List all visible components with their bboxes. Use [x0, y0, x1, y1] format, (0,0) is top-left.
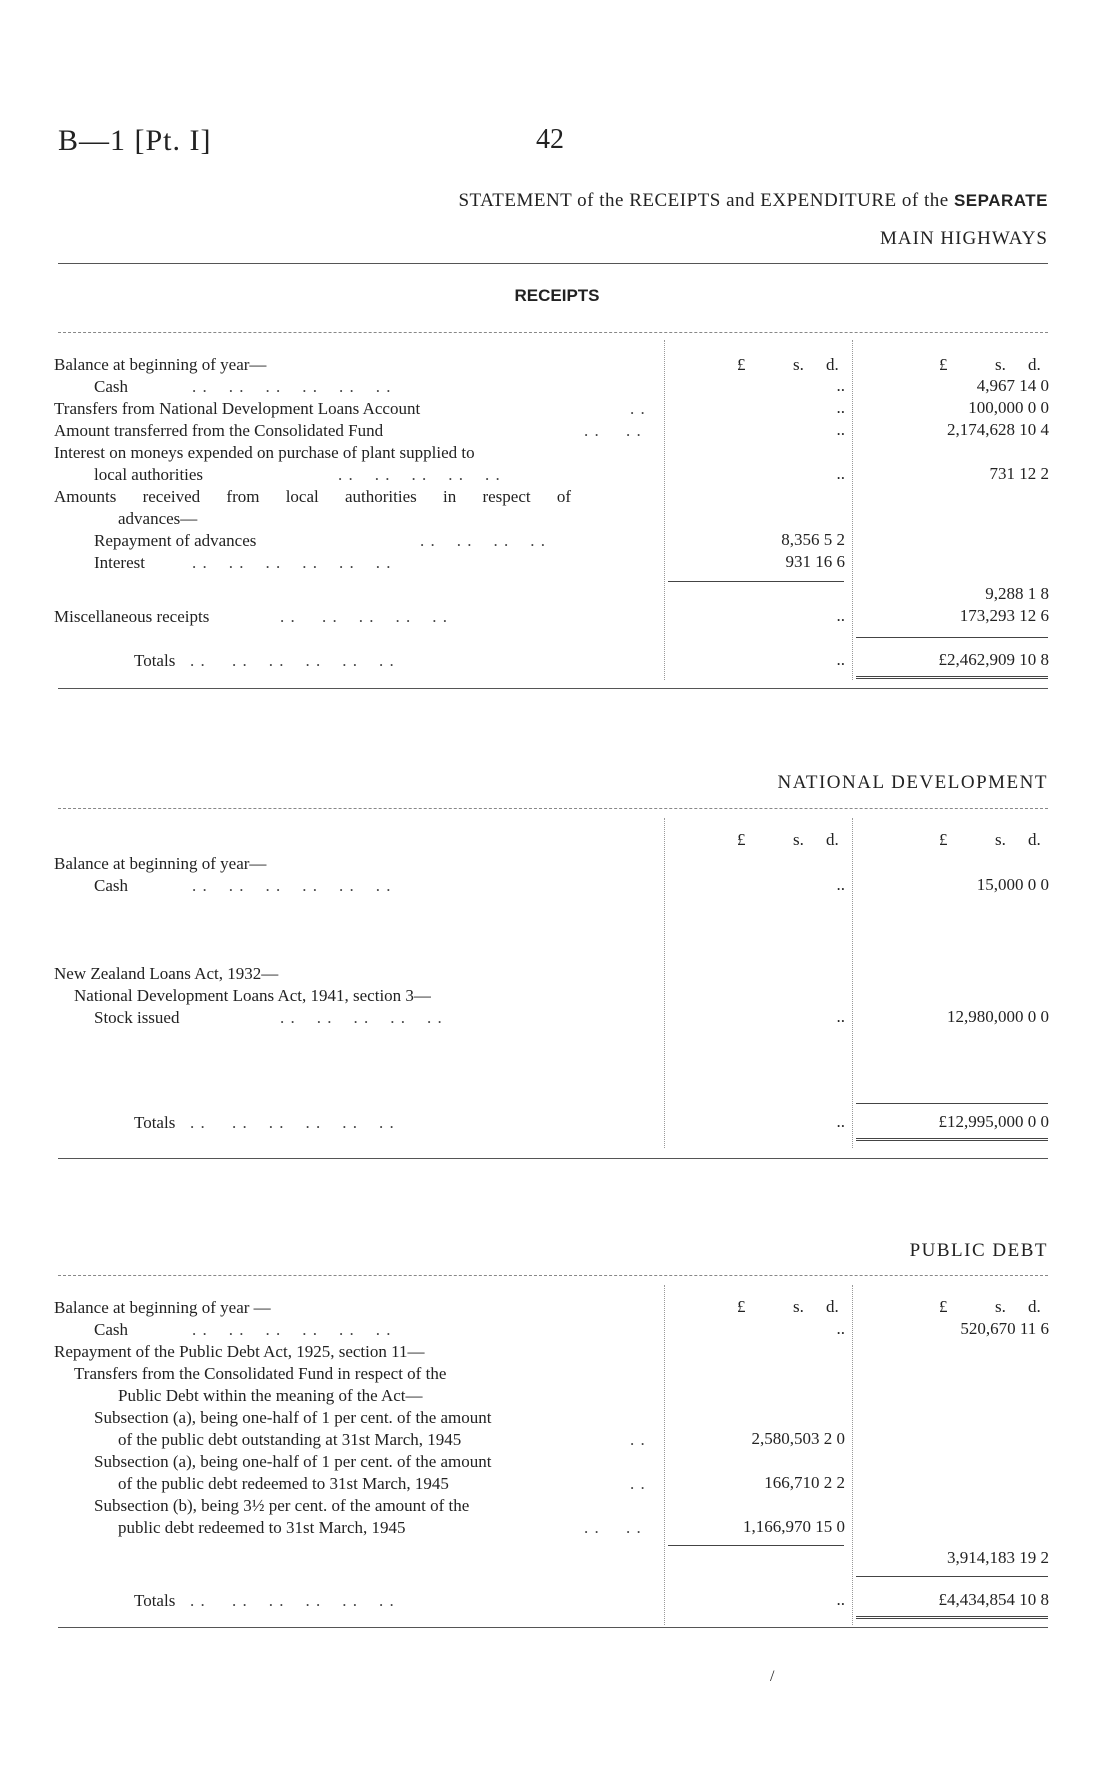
divider: [58, 688, 1048, 689]
amount-col1: 8,356 5 2: [781, 530, 845, 549]
statement-title-bold: SEPARATE: [953, 191, 1048, 210]
row-label: Balance at beginning of year—: [54, 854, 267, 873]
total-double-rule: [856, 1616, 1048, 1619]
row-label-text: Interest: [94, 553, 145, 572]
receipts-heading: RECEIPTS: [514, 286, 600, 305]
row-label: Subsection (a), being one-half of 1 per cent. of the amount: [94, 1408, 492, 1427]
row-label-text: Cash: [94, 876, 128, 895]
amount-col2: 3,914,183 19 2: [947, 1548, 1049, 1567]
amount-col1: ..: [836, 606, 845, 625]
row-label-text: public debt redeemed to 31st March, 1945: [118, 1518, 406, 1537]
col-head-pound: £: [737, 355, 746, 374]
amount-col2: 731 12 2: [989, 464, 1049, 483]
row-label: Public Debt within the meaning of the Act—: [118, 1386, 423, 1405]
row-label-text: Miscellaneous receipts: [54, 607, 210, 626]
column-divider: [664, 818, 665, 1148]
amount-total: £12,995,000 0 0: [938, 1112, 1049, 1131]
section-title: PUBLIC DEBT: [909, 1240, 1048, 1261]
column-divider: [852, 818, 853, 1148]
row-label-text: Amount transferred from the Consolidated Fund: [54, 421, 384, 440]
row-label: of the public debt outstanding at 31st March, 1945 . .: [118, 1430, 646, 1449]
amount-col1: ..: [836, 398, 845, 417]
amount-col1: ..: [836, 875, 845, 894]
total-rule: [856, 1576, 1048, 1577]
total-double-rule: [856, 1138, 1048, 1141]
amount-col1: ..: [836, 1007, 845, 1026]
row-label: Balance at beginning of year —: [54, 1298, 271, 1317]
total-rule: [856, 1103, 1048, 1104]
divider: [58, 1627, 1048, 1628]
row-label: Subsection (a), being one-half of 1 per cent. of the amount: [94, 1452, 492, 1471]
row-label: Cash . . . . . . . . . . . .: [94, 1320, 392, 1339]
row-label: Cash . . . . . . . . . . . .: [94, 876, 392, 895]
col-head-pence: d.: [1028, 1297, 1041, 1316]
subtotal-rule: [668, 1545, 844, 1546]
amount-col1: 931 16 6: [785, 552, 845, 571]
row-label-text: of the public debt outstanding at 31st March, 1945: [118, 1430, 462, 1449]
col-head-pound: £: [737, 1297, 746, 1316]
col-head-pence: d.: [826, 830, 839, 849]
amount-col2: 12,980,000 0 0: [947, 1007, 1049, 1026]
amount-col1: ..: [836, 464, 845, 483]
divider: [58, 1275, 1048, 1276]
row-label: Miscellaneous receipts . . . . . . . . . .: [54, 607, 448, 626]
row-label-text: local authorities: [94, 465, 204, 484]
row-label-text: Totals: [134, 651, 176, 670]
col-head-shillings: s.: [793, 1297, 804, 1316]
row-label: Repayment of the Public Debt Act, 1925, section 11—: [54, 1342, 425, 1361]
amount-col1: 1,166,970 15 0: [743, 1517, 845, 1536]
row-label: public debt redeemed to 31st March, 1945 . . . .: [118, 1518, 642, 1537]
amount-col2: 9,288 1 8: [985, 584, 1049, 603]
amount-col2: 15,000 0 0: [976, 875, 1049, 894]
col-head-pound: £: [939, 1297, 948, 1316]
row-label: Interest on moneys expended on purchase of plant supplied to: [54, 443, 475, 462]
row-label: advances—: [118, 509, 198, 528]
footer-mark: /: [770, 1668, 775, 1685]
row-label-text: Totals: [134, 1591, 176, 1610]
subtotal-rule: [668, 581, 844, 582]
row-label-text: of the public debt redeemed to 31st March, 1945: [118, 1474, 449, 1493]
col-head-pound: £: [737, 830, 746, 849]
total-rule: [856, 637, 1048, 638]
amount-col1: 2,580,503 2 0: [751, 1429, 845, 1448]
col-head-shillings: s.: [995, 830, 1006, 849]
amount-col1: 166,710 2 2: [764, 1473, 845, 1492]
row-label-text: Cash: [94, 1320, 128, 1339]
row-label-text: Stock issued: [94, 1008, 180, 1027]
row-label: Stock issued . . . . . . . . . .: [94, 1008, 443, 1027]
amount-col2: 100,000 0 0: [968, 398, 1049, 417]
amount-total: £4,434,854 10 8: [938, 1590, 1049, 1609]
row-label: of the public debt redeemed to 31st March, 1945 . .: [118, 1474, 646, 1493]
row-label: Transfers from National Development Loans Account . .: [54, 399, 646, 418]
row-label-text: Totals: [134, 1113, 176, 1132]
row-label: Amounts received from local authorities in respect of: [54, 487, 572, 506]
amount-col1: ..: [836, 650, 845, 669]
row-label-text: Repayment of advances: [94, 531, 257, 550]
amount-total: £2,462,909 10 8: [938, 650, 1049, 669]
total-double-rule: [856, 676, 1048, 679]
statement-title-text: STATEMENT of the RECEIPTS and EXPENDITURE of the: [458, 190, 949, 211]
page-number: 42: [536, 124, 564, 155]
row-label: New Zealand Loans Act, 1932—: [54, 964, 279, 983]
amount-col1: ..: [836, 420, 845, 439]
amount-col2: 2,174,628 10 4: [947, 420, 1049, 439]
amount-col2: 173,293 12 6: [959, 606, 1049, 625]
statement-subtitle: MAIN HIGHWAYS: [880, 228, 1048, 249]
col-head-pound: £: [939, 830, 948, 849]
section-title: NATIONAL DEVELOPMENT: [777, 772, 1048, 793]
col-head-pound: £: [939, 355, 948, 374]
amount-col2: 520,670 11 6: [960, 1319, 1049, 1338]
document-code: B—1 [Pt. I]: [58, 124, 212, 157]
row-label-text: Cash: [94, 377, 128, 396]
row-label: Totals . . . . . . . . . . . .: [134, 651, 395, 670]
col-head-shillings: s.: [995, 1297, 1006, 1316]
col-head-pence: d.: [826, 1297, 839, 1316]
amount-col1: ..: [836, 1590, 845, 1609]
row-label: Cash . . . . . . . . . . . .: [94, 377, 392, 396]
col-head-pence: d.: [826, 355, 839, 374]
amount-col1: ..: [836, 376, 845, 395]
divider: [58, 1158, 1048, 1159]
row-label: Interest . . . . . . . . . . . .: [94, 553, 392, 572]
col-head-shillings: s.: [793, 355, 804, 374]
amount-col2: 4,967 14 0: [976, 376, 1049, 395]
amount-col1: ..: [836, 1319, 845, 1338]
row-label: Repayment of advances . . . . . . . .: [94, 531, 546, 550]
row-label: Amount transferred from the Consolidated Fund . . . .: [54, 421, 642, 440]
col-head-shillings: s.: [793, 830, 804, 849]
row-label: Totals . . . . . . . . . . . .: [134, 1113, 395, 1132]
row-label-text: Transfers from National Development Loans Account: [54, 399, 421, 418]
col-head-pence: d.: [1028, 355, 1041, 374]
row-label: local authorities . . . . . . . . . .: [94, 465, 501, 484]
divider: [58, 808, 1048, 809]
row-label: Transfers from the Consolidated Fund in respect of the: [74, 1364, 447, 1383]
amount-col1: ..: [836, 1112, 845, 1131]
row-label: Subsection (b), being 3½ per cent. of the amount of the: [94, 1496, 470, 1515]
statement-title: [458, 190, 1048, 212]
divider: [58, 263, 1048, 264]
col-head-pence: d.: [1028, 830, 1041, 849]
divider: [58, 332, 1048, 333]
row-label: Balance at beginning of year—: [54, 355, 267, 374]
col-head-shillings: s.: [995, 355, 1006, 374]
row-label: Totals . . . . . . . . . . . .: [134, 1591, 395, 1610]
row-label: National Development Loans Act, 1941, section 3—: [74, 986, 431, 1005]
